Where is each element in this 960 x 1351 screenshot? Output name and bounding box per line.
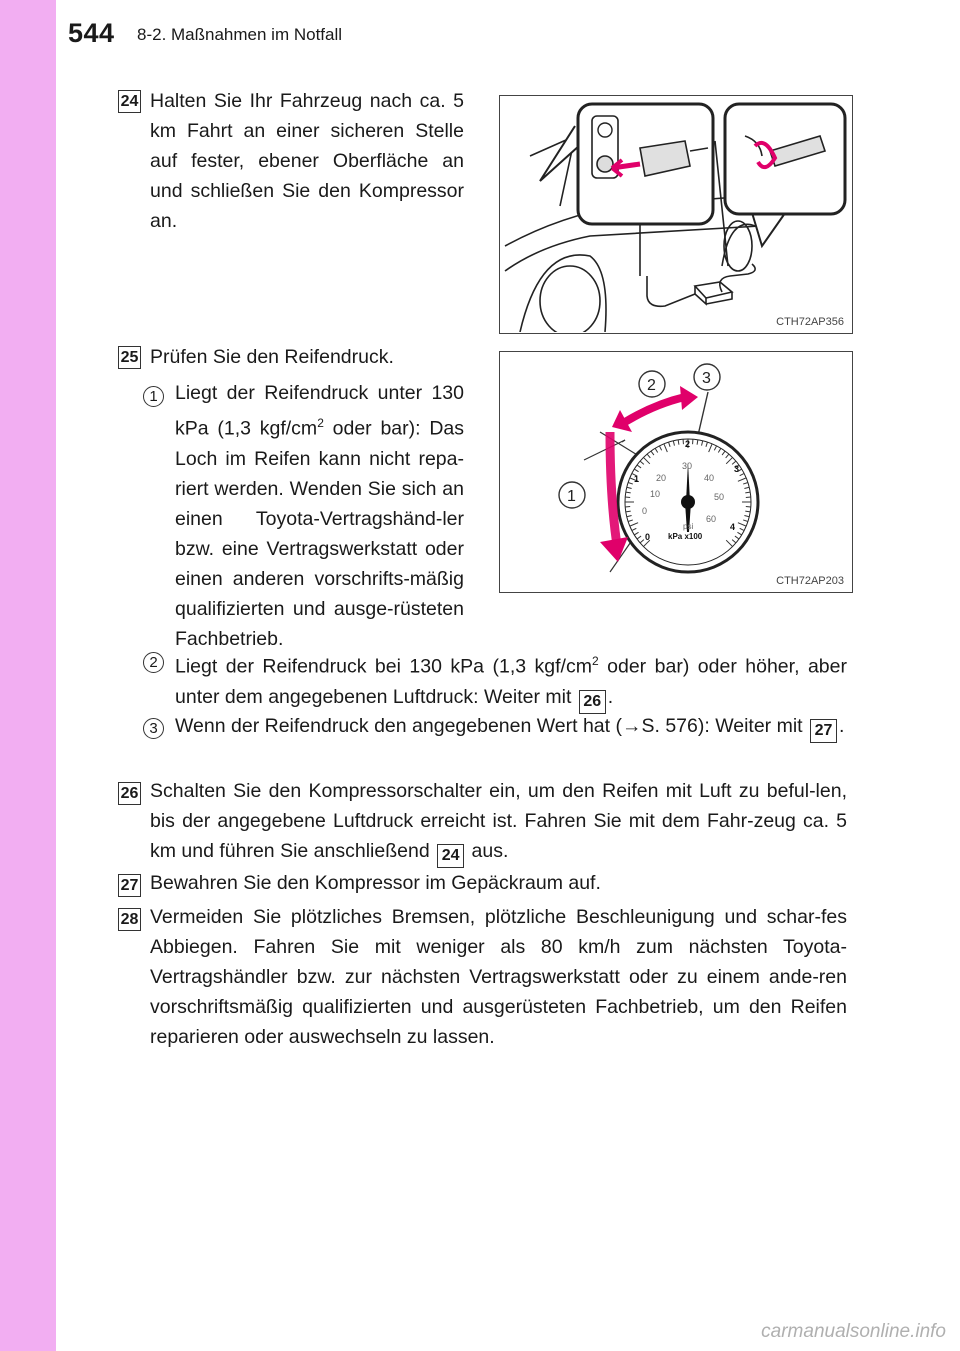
gauge-callout-2: 2: [647, 377, 656, 394]
gauge-callout-3: 3: [702, 370, 711, 387]
substep-num-2: 2: [143, 652, 164, 673]
gauge-outer-4: 4: [730, 522, 736, 532]
gauge-inner-0: 0: [642, 506, 648, 516]
gauge-outer-0: 0: [645, 532, 651, 542]
section-title: 8-2. Maßnahmen im Notfall: [137, 25, 343, 44]
chapter-tab-sidebar: [0, 0, 56, 1351]
car-compressor-illustration: [500, 96, 851, 332]
gauge-callout-1: 1: [567, 488, 576, 505]
gauge-outer-2: 2: [685, 439, 691, 449]
page-number: 544: [68, 18, 115, 48]
gauge-inner-20: 20: [656, 473, 667, 483]
gauge-inner-60: 60: [706, 514, 717, 524]
gauge-inner-10: 10: [650, 489, 661, 499]
substep-num-3: 3: [143, 718, 164, 739]
gauge-inner-40: 40: [704, 473, 715, 483]
figure-code-1: CTH72AP356: [776, 316, 844, 328]
ref-marker-26[interactable]: 26: [579, 690, 606, 714]
step-marker-24: 24: [118, 90, 141, 113]
ref-marker-27[interactable]: 27: [810, 719, 837, 743]
substep-num-1: 1: [143, 386, 164, 407]
step-24-text: Halten Sie Ihr Fahrzeug nach ca. 5 km Fahrt an einer sicheren Stelle auf fester, ebener Oberfläche an und schließen Sie den Kompressor an.: [150, 90, 464, 232]
substep-2-text: Liegt der Reifendruck bei 130 kPa (1,3 kgf/$cm^2$ oder bar) oder höher, aber unter dem angegebenen Luftdruck: Weiter mit 26 .: [175, 646, 847, 714]
gauge-outer-3: 3: [734, 464, 740, 474]
gauge-unit-kpa: kPa x100: [668, 532, 703, 541]
step-26-text: Schalten Sie den Kompressorschalter ein, um den Reifen mit Luft zu beful-len, bis der angegebene Luftdruck erreicht ist. Fahren Sie mit dem Fahr-zeug ca. 5 km und führen Sie anschließend 24 aus.: [150, 776, 847, 868]
step-27-text: Bewahren Sie den Kompressor im Gepäckraum auf.: [150, 872, 601, 894]
gauge-outer-1: 1: [634, 474, 640, 484]
substep-1-text: Liegt der Reifendruck unter 130 kPa (1,3 kgf/$cm^2$ oder bar): Das Loch im Reifen kann nicht repa-riert werden. Wenden Sie sich an einen Toyota-Vertragshänd-ler bzw. eine Vertragswerkstatt oder einen anderen vorschrifts-mäßig qualifizierten und ausge-rüsteten Fachbetrieb.: [175, 382, 464, 650]
step-28-text: Vermeiden Sie plötzliches Bremsen, plötzliche Beschleunigung und schar-fes Abbiegen. Fahren Sie mit weniger als 80 km/h zum nächsten Toyota-Vertragshändler bzw. zur nächsten Vertragswerkstatt oder zu einem ande-ren vorschriftsmäßig qualifizierten und ausgerüsteten Fachbetrieb, um den Reifen reparieren oder auswechseln zu lassen.: [150, 906, 847, 1048]
gauge-inner-30: 30: [682, 461, 693, 471]
step-marker-26: 26: [118, 782, 141, 805]
step-25-text: Prüfen Sie den Reifendruck.: [150, 346, 394, 368]
pressure-gauge-illustration: [500, 352, 851, 591]
gauge-unit-psi: psi: [683, 522, 694, 531]
compressor-connection-figure: [499, 95, 853, 334]
step-marker-28: 28: [118, 908, 141, 931]
step-marker-25: 25: [118, 346, 141, 369]
ref-marker-24[interactable]: 24: [437, 844, 464, 868]
watermark: carmanualsonline.info: [761, 1321, 946, 1342]
gauge-inner-50: 50: [714, 492, 725, 502]
substep-3-text: Wenn der Reifendruck den angegebenen Wert hat (→S. 576): Weiter mit 27 .: [175, 711, 847, 743]
step-marker-27: 27: [118, 874, 141, 897]
pressure-gauge-figure: [499, 351, 853, 593]
figure-code-2: CTH72AP203: [776, 575, 844, 587]
